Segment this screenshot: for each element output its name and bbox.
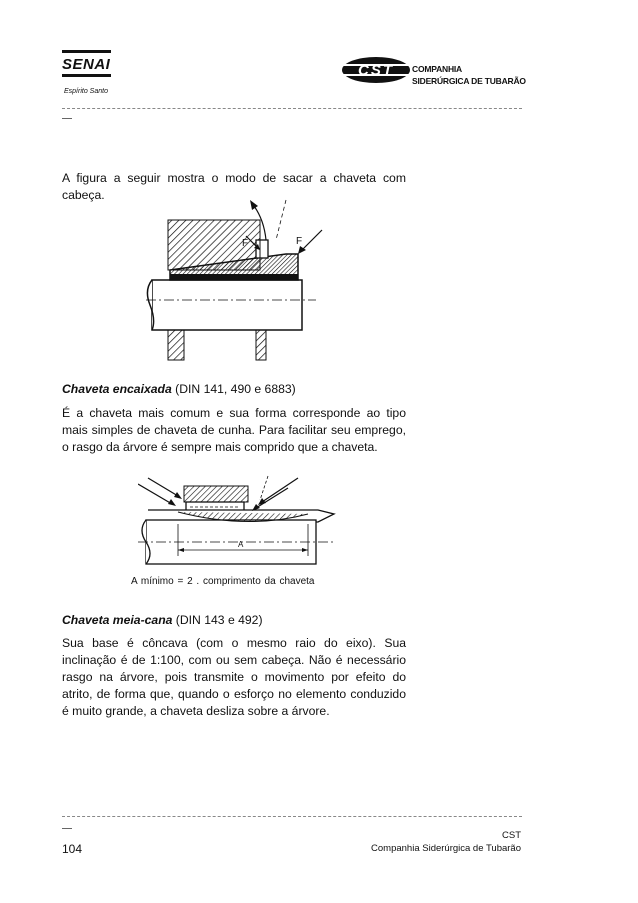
senai-logo: SENAI	[62, 56, 111, 73]
company-name-line2: SIDERÚRGICA DE TUBARÃO	[412, 76, 526, 86]
section-heading-chaveta-encaixada: Chaveta encaixada (DIN 141, 490 e 6883)	[62, 382, 296, 396]
senai-logo-bar-bottom	[62, 74, 111, 77]
header-divider	[62, 108, 522, 109]
svg-text:F: F	[296, 236, 303, 247]
section2-paragraph: Sua base é côncava (com o mesmo raio do eixo). Sua inclinação é de 1:100, com ou sem cabeça. Não é necessário rasgo na árvore, pois transmite o movimento por efeito do atrito, de forma que, quando o esforço no elemento conduzido é muito grande, a chaveta desliza sobre a árvore.	[62, 636, 406, 718]
footer-org-full: Companhia Siderúrgica de Tubarão	[371, 843, 521, 854]
senai-state-label: Espírito Santo	[64, 88, 108, 95]
footer-tick	[62, 828, 72, 829]
senai-logo-bar-top	[62, 50, 111, 53]
footer-org-short: CST	[502, 830, 521, 841]
header-tick	[62, 118, 72, 119]
cst-logo	[340, 56, 412, 84]
figure-gib-head-key-removal	[146, 196, 326, 362]
section1-paragraph: É a chaveta mais comum e sua forma corresponde ao tipo mais simples de chaveta de cunha. Para facilitar seu emprego, o rasgo da árvore é sempre mais comprido que a chaveta.	[62, 406, 406, 454]
footer-divider	[62, 816, 522, 817]
svg-text:CST: CST	[358, 62, 394, 79]
intro-paragraph: A figura a seguir mostra o modo de sacar a chaveta com cabeça.	[62, 171, 406, 202]
page-number: 104	[62, 842, 83, 856]
svg-text:A: A	[238, 540, 244, 549]
figure2-caption: A mínimo = 2 . comprimento da chaveta	[131, 576, 315, 587]
figure-sunk-key	[138, 474, 338, 570]
section-heading-chaveta-meia-cana: Chaveta meia-cana (DIN 143 e 492)	[62, 613, 263, 627]
company-name-line1: COMPANHIA	[412, 64, 462, 74]
svg-text:F: F	[242, 238, 249, 249]
